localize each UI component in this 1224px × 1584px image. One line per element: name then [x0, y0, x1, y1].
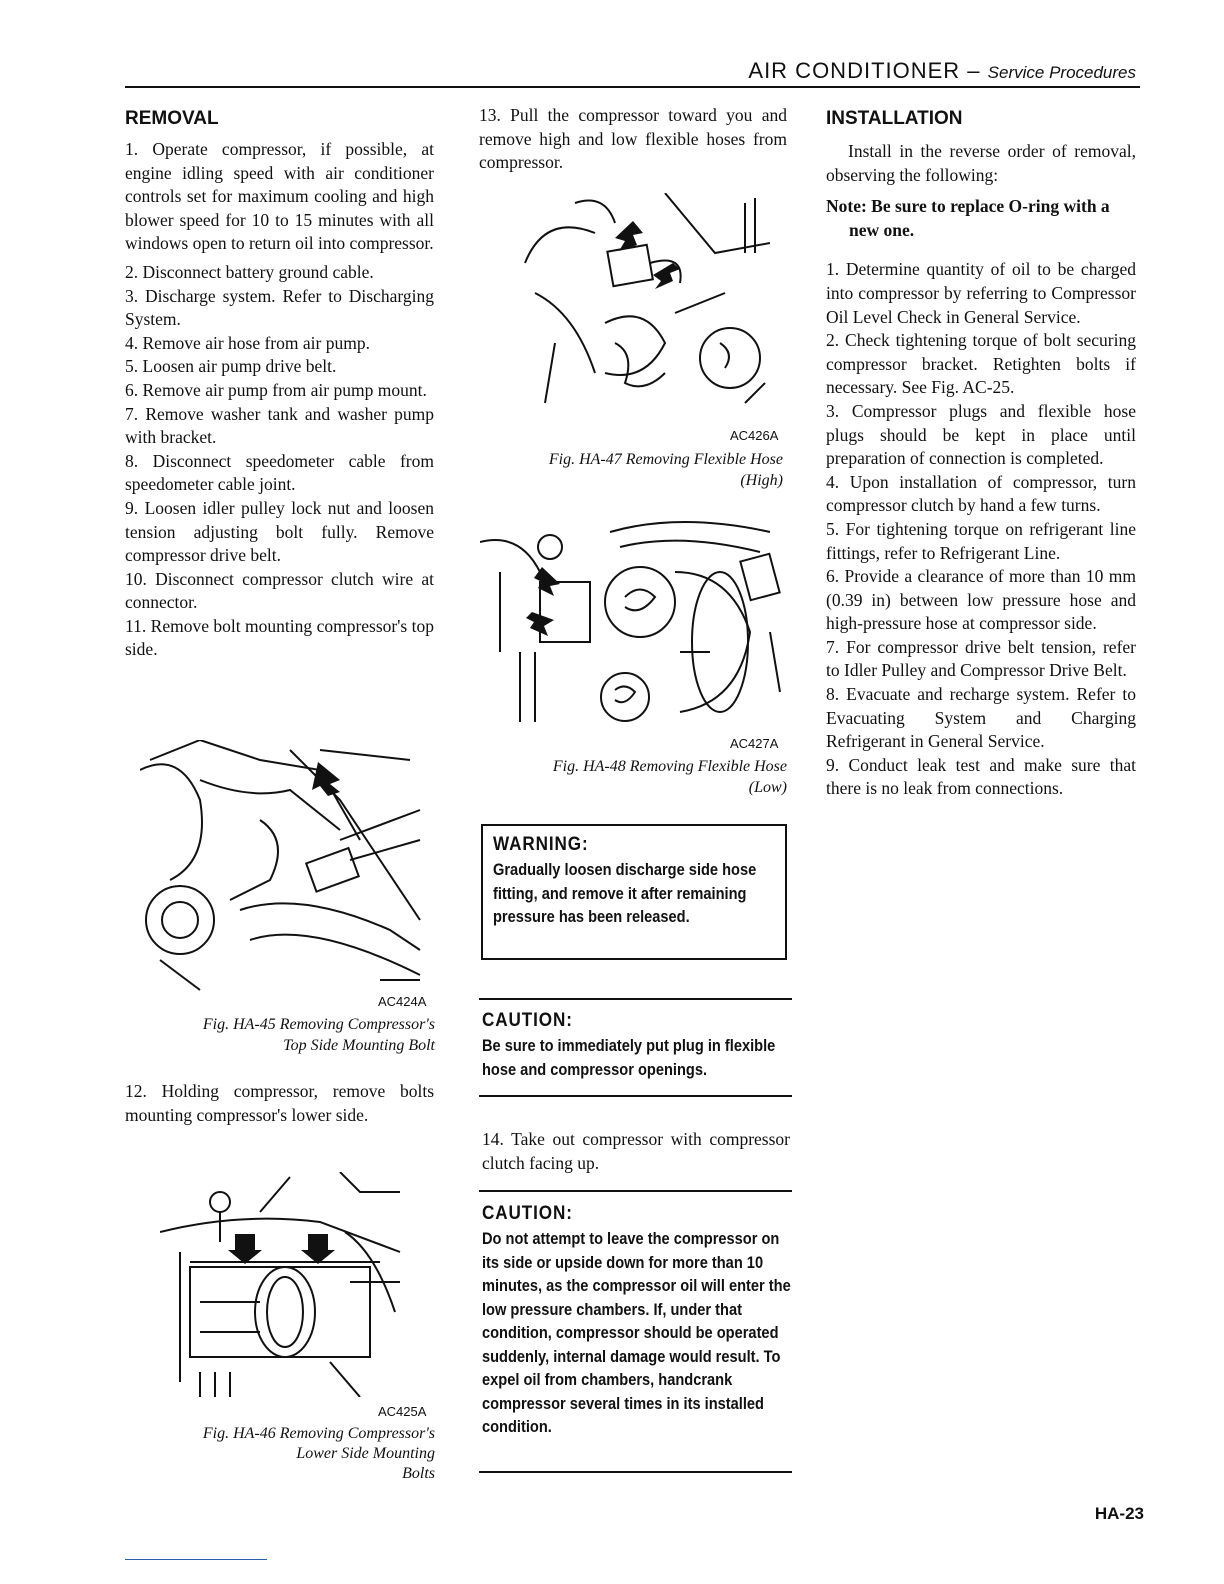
figure-ha-48-id: AC427A	[730, 736, 779, 751]
removal-heading: REMOVAL	[125, 108, 219, 129]
figure-ha-45	[140, 740, 430, 1000]
installation-intro: Install in the reverse order of removal, observing the following:	[826, 141, 1136, 185]
caution-1	[482, 1010, 794, 1081]
figure-ha-46-caption-line2: Lower Side Mounting	[296, 1445, 435, 1462]
warning-text: Gradually loosen discharge side hose fitting, and remove it after remaining pressure has been released.	[493, 860, 757, 926]
caution-2-text: Do not attempt to leave the compressor on its side or upside down for more than 10 minutes, as the compressor oil will enter the low pressure chambers. If, under that condition, compressor should be operated suddenly, internal damage would result. To expel oil from chambers, handcrank compressor several times in its installed condition.	[482, 1229, 791, 1436]
header-section: AIR CONDITIONER	[748, 58, 961, 83]
figure-ha-46-caption-line1: Fig. HA-46 Removing Compressor's	[202, 1425, 435, 1442]
figure-ha-47	[515, 193, 770, 418]
installation-step-9: 9. Conduct leak test and make sure that there is no leak from connections.	[826, 754, 1136, 799]
removal-step-9: 9. Loosen idler pulley lock nut and loosen tension adjusting bolt fully. Remove compressor drive belt.	[125, 497, 434, 566]
removal-step-11: 11. Remove bolt mounting compressor's top side.	[125, 615, 434, 660]
installation-step-7: 7. For compressor drive belt tension, refer to Idler Pulley and Compressor Drive Belt.	[826, 636, 1136, 681]
removal-step-2: 2. Disconnect battery ground cable.	[125, 261, 374, 282]
warning-box	[481, 824, 787, 960]
removal-step-6: 6. Remove air pump from air pump mount.	[125, 379, 427, 400]
figure-ha-46	[160, 1172, 405, 1397]
installation-step-8: 8. Evacuate and recharge system. Refer to Evacuating System and Charging Refrigerant in General Service.	[826, 684, 1136, 752]
figure-ha-48-caption-line2: (Low)	[748, 779, 787, 796]
compressor-top-bolt-illustration	[140, 740, 430, 1000]
page-header	[125, 56, 1140, 88]
caution-1-bottom-rule	[479, 1095, 792, 1097]
figure-ha-48-caption-line1: Fig. HA-48 Removing Flexible Hose	[552, 758, 787, 775]
removal-step-4: 4. Remove air hose from air pump.	[125, 332, 370, 353]
figure-ha-47-caption-line2: (High)	[740, 472, 783, 489]
removal-step-3: 3. Discharge system. Refer to Discharging System.	[125, 285, 434, 330]
figure-ha-47-id: AC426A	[730, 428, 779, 443]
page-number: HA-23	[1094, 1504, 1144, 1523]
installation-step-3: 3. Compressor plugs and flexible hose plugs should be kept in place until preparation of connection is completed.	[826, 400, 1136, 469]
installation-step-6: 6. Provide a clearance of more than 10 mm (0.39 in) between low pressure hose and high-pressure hose at compressor side.	[826, 566, 1136, 634]
caution-1-text: Be sure to immediately put plug in flexible hose and compressor openings.	[482, 1036, 776, 1079]
installation-step-4: 4. Upon installation of compressor, turn compressor clutch by hand a few turns.	[826, 471, 1136, 516]
figure-ha-48-caption	[474, 756, 787, 798]
figure-ha-47-caption	[470, 449, 783, 491]
installation-step-2: 2. Check tightening torque of bolt securing compressor bracket. Retighten bolts if necessary. See Fig. AC-25.	[826, 330, 1136, 398]
compressor-lower-bolts-illustration	[160, 1172, 405, 1397]
caution-2-bottom-rule	[479, 1471, 792, 1473]
header-title	[748, 58, 1136, 84]
header-dash: –	[960, 58, 988, 83]
flexible-hose-low-illustration	[480, 512, 790, 722]
removal-step-14: 14. Take out compressor with compressor clutch facing up.	[482, 1129, 790, 1173]
footer-divider	[125, 1559, 267, 1560]
caution-2	[482, 1203, 794, 1439]
figure-ha-46-caption	[120, 1424, 435, 1484]
middle-column-step14	[482, 1128, 790, 1175]
removal-step-12: 12. Holding compressor, remove bolts mounting compressor's lower side.	[125, 1081, 434, 1125]
figure-ha-46-id: AC425A	[378, 1404, 427, 1419]
installation-step-5: 5. For tightening torque on refrigerant line fittings, refer to Refrigerant Line.	[826, 518, 1136, 563]
figure-ha-45-caption-line2: Top Side Mounting Bolt	[283, 1037, 435, 1054]
caution-1-top-rule	[479, 998, 792, 1000]
figure-ha-45-id: AC424A	[378, 994, 427, 1009]
caution-1-title: CAUTION:	[482, 1010, 573, 1031]
middle-column-step13	[479, 104, 787, 175]
figure-ha-46-caption-line3: Bolts	[402, 1465, 435, 1482]
installation-note: Note: Be sure to replace O-ring with a new one.	[826, 196, 1110, 240]
figure-ha-45-caption	[120, 1014, 435, 1056]
figure-ha-45-caption-line1: Fig. HA-45 Removing Compressor's	[202, 1016, 435, 1033]
installation-step-1: 1. Determine quantity of oil to be charged into compressor by referring to Compressor Oil Level Check in General Service.	[826, 259, 1136, 327]
flexible-hose-high-illustration	[515, 193, 770, 418]
caution-2-title: CAUTION:	[482, 1203, 573, 1224]
removal-step-1: 1. Operate compressor, if possible, at engine idling speed with air conditioner controls set for maximum cooling and high blower speed for 10 to 15 minutes with all windows open to return oil into compressor.	[125, 139, 434, 254]
removal-step-10: 10. Disconnect compressor clutch wire at connector.	[125, 568, 434, 613]
caution-2-top-rule	[479, 1190, 792, 1192]
header-subsection: Service Procedures	[987, 63, 1136, 82]
installation-column	[826, 108, 1136, 801]
removal-step-5: 5. Loosen air pump drive belt.	[125, 356, 337, 377]
figure-ha-48	[480, 512, 790, 722]
removal-step-8: 8. Disconnect speedometer cable from speedometer cable joint.	[125, 450, 434, 495]
figure-ha-47-caption-line1: Fig. HA-47 Removing Flexible Hose	[548, 451, 783, 468]
warning-title: WARNING:	[493, 834, 589, 855]
removal-step-12-block	[125, 1080, 434, 1127]
removal-step-7: 7. Remove washer tank and washer pump with bracket.	[125, 403, 434, 448]
removal-step-13: 13. Pull the compressor toward you and remove high and low flexible hoses from compressor.	[479, 105, 787, 173]
installation-heading: INSTALLATION	[826, 108, 963, 129]
removal-column	[125, 108, 434, 662]
